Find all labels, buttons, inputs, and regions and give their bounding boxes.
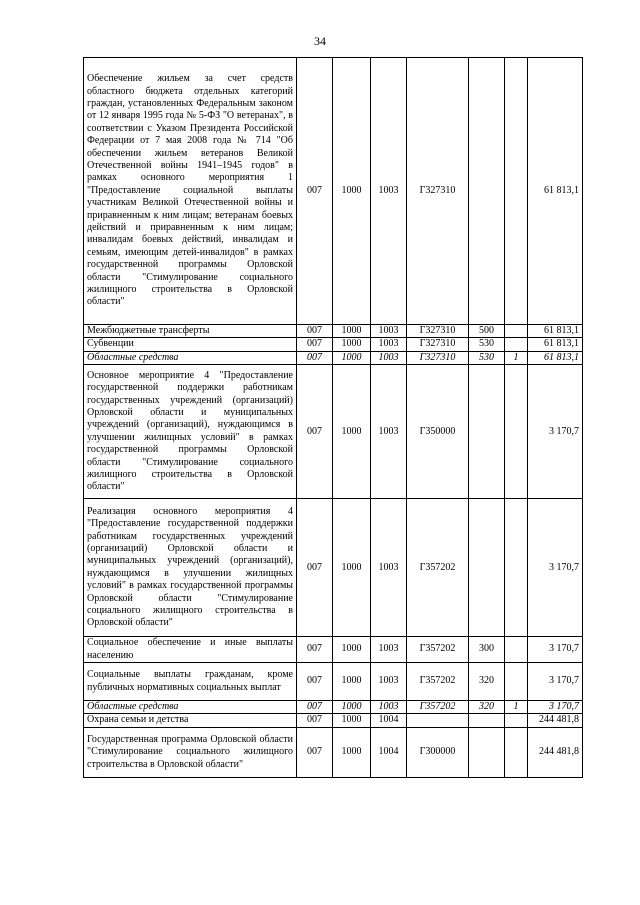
table-row	[84, 58, 583, 325]
amount: 61 813,1	[528, 58, 583, 325]
subsection-code: 1003	[371, 338, 407, 351]
row-name: Основное мероприятие 4 "Предоставление государственной поддержки работникам государственных учреждений (организаций) Орловской области и муниципальных учреждений (организаций), нуждающимся в улучшении жилищных условий" в рамках государственной программы Орловской области "Стимулирование социального жилищного строительства в Орловской области"	[84, 365, 297, 499]
row-name: Охрана семьи и детства	[84, 714, 297, 727]
target-code: Г357202	[407, 637, 469, 663]
table-row	[84, 637, 583, 663]
source-code	[505, 727, 528, 777]
subsection-code: 1003	[371, 701, 407, 714]
subsection-code: 1003	[371, 499, 407, 637]
section-code: 1000	[333, 499, 371, 637]
row-name: Межбюджетные трансферты	[84, 325, 297, 338]
section-code: 1000	[333, 351, 371, 364]
target-code: Г327310	[407, 351, 469, 364]
ministry-code: 007	[297, 351, 333, 364]
target-code	[407, 714, 469, 727]
amount: 3 170,7	[528, 499, 583, 637]
section-code: 1000	[333, 338, 371, 351]
expense-type-code: 320	[469, 701, 505, 714]
page-number: 34	[314, 34, 326, 48]
table-row	[84, 701, 583, 714]
target-code: Г357202	[407, 701, 469, 714]
subsection-code: 1003	[371, 663, 407, 701]
ministry-code: 007	[297, 499, 333, 637]
ministry-code: 007	[297, 727, 333, 777]
ministry-code: 007	[297, 663, 333, 701]
source-code	[505, 58, 528, 325]
expense-type-code: 530	[469, 351, 505, 364]
section-code: 1000	[333, 365, 371, 499]
source-code	[505, 325, 528, 338]
source-code	[505, 714, 528, 727]
target-code: Г300000	[407, 727, 469, 777]
subsection-code: 1003	[371, 58, 407, 325]
section-code: 1000	[333, 663, 371, 701]
amount: 3 170,7	[528, 365, 583, 499]
row-name: Социальные выплаты гражданам, кроме публичных нормативных социальных выплат	[84, 663, 297, 701]
amount: 61 813,1	[528, 325, 583, 338]
ministry-code: 007	[297, 701, 333, 714]
table-row	[84, 351, 583, 364]
section-code: 1000	[333, 637, 371, 663]
target-code: Г327310	[407, 338, 469, 351]
row-name: Субвенции	[84, 338, 297, 351]
row-name: Областные средства	[84, 351, 297, 364]
section-code: 1000	[333, 701, 371, 714]
ministry-code: 007	[297, 714, 333, 727]
source-code	[505, 338, 528, 351]
row-name: Реализация основного мероприятия 4 "Предоставление государственной поддержки работникам государственных учреждений (организаций) Орловской области и муниципальных учреждений (организаций), нуждающимся в улучшении жилищных условий" в рамках государственной программы Орловской области "Стимулирование социального жилищного строительства в Орловской области"	[84, 499, 297, 637]
budget-table	[83, 57, 583, 778]
source-code	[505, 637, 528, 663]
ministry-code: 007	[297, 58, 333, 325]
row-name: Обеспечение жильем за счет средств областного бюджета отдельных категорий граждан, установленных Федеральным законом от 12 января 1995 года № 5-ФЗ "О ветеранах", в соответствии с Указом Президента Российской Федерации от 7 мая 2008 года № 714 "Об обеспечении жильем ветеранов Великой Отечественной войны 1941–1945 годов" в рамках основного мероприятия 1 "Предоставление социальной выплаты участникам Великой Отечественной войны и приравненным к ним лицам; ветеранам боевых действий и приравненным к ним лицам; инвалидам боевых действий, инвалидам и семьям, имеющим детей-инвалидов" в рамках государственной программы Орловской области "Стимулирование социального жилищного строительства в Орловской области"	[84, 58, 297, 325]
amount: 3 170,7	[528, 663, 583, 701]
target-code: Г350000	[407, 365, 469, 499]
source-code	[505, 499, 528, 637]
ministry-code: 007	[297, 325, 333, 338]
expense-type-code	[469, 58, 505, 325]
expense-type-code	[469, 714, 505, 727]
section-code: 1000	[333, 325, 371, 338]
target-code: Г327310	[407, 58, 469, 325]
amount: 244 481,8	[528, 727, 583, 777]
expense-type-code: 300	[469, 637, 505, 663]
section-code: 1000	[333, 714, 371, 727]
ministry-code: 007	[297, 338, 333, 351]
target-code: Г357202	[407, 663, 469, 701]
source-code	[505, 663, 528, 701]
section-code: 1000	[333, 58, 371, 325]
source-code: 1	[505, 701, 528, 714]
subsection-code: 1003	[371, 637, 407, 663]
section-code: 1000	[333, 727, 371, 777]
subsection-code: 1003	[371, 351, 407, 364]
table-row	[84, 325, 583, 338]
row-name: Государственная программа Орловской области "Стимулирование социального жилищного строительства в Орловской области"	[84, 727, 297, 777]
target-code: Г327310	[407, 325, 469, 338]
amount: 244 481,8	[528, 714, 583, 727]
subsection-code: 1004	[371, 727, 407, 777]
table-row	[84, 727, 583, 777]
table-row	[84, 338, 583, 351]
row-name: Социальное обеспечение и иные выплаты населению	[84, 637, 297, 663]
table-row	[84, 365, 583, 499]
amount: 3 170,7	[528, 701, 583, 714]
amount: 61 813,1	[528, 338, 583, 351]
expense-type-code	[469, 365, 505, 499]
expense-type-code	[469, 727, 505, 777]
target-code: Г357202	[407, 499, 469, 637]
source-code	[505, 365, 528, 499]
amount: 61 813,1	[528, 351, 583, 364]
expense-type-code: 530	[469, 338, 505, 351]
ministry-code: 007	[297, 365, 333, 499]
amount: 3 170,7	[528, 637, 583, 663]
expense-type-code: 500	[469, 325, 505, 338]
subsection-code: 1003	[371, 325, 407, 338]
subsection-code: 1003	[371, 365, 407, 499]
row-name: Областные средства	[84, 701, 297, 714]
expense-type-code: 320	[469, 663, 505, 701]
table-row	[84, 499, 583, 637]
expense-type-code	[469, 499, 505, 637]
table-row	[84, 663, 583, 701]
source-code: 1	[505, 351, 528, 364]
ministry-code: 007	[297, 637, 333, 663]
table-row	[84, 714, 583, 727]
subsection-code: 1004	[371, 714, 407, 727]
